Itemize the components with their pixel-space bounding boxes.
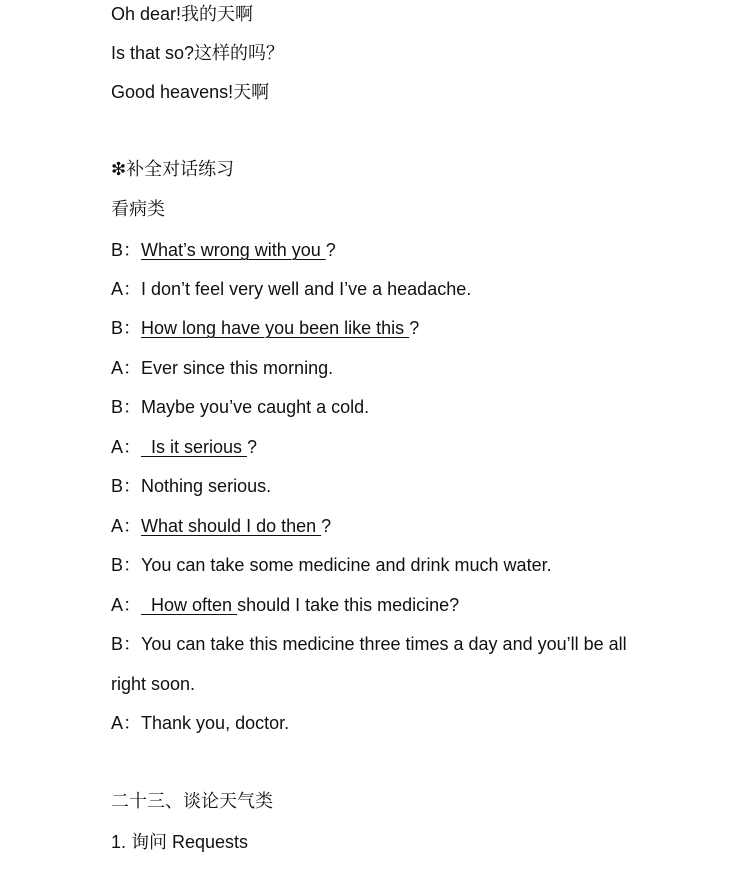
dialogue-line xyxy=(111,238,336,262)
speaker-label: B： xyxy=(111,476,142,496)
line-end: ? xyxy=(321,516,332,536)
speaker-label: A： xyxy=(111,595,142,615)
answer-blank: Is it serious xyxy=(141,437,248,457)
line-text: You can take this medicine three times a day and you’ll be all xyxy=(141,634,627,654)
speaker-label: B： xyxy=(111,318,142,338)
line-text: You can take some medicine and drink much water. xyxy=(141,555,552,575)
dialogue-line xyxy=(111,356,333,380)
next-section-heading: 二十三、谈论天气类 xyxy=(111,791,273,812)
speaker-label: B： xyxy=(111,555,142,575)
line-text: I don’t feel very well and I’ve a headache. xyxy=(141,279,472,299)
dialogue-line xyxy=(111,474,271,498)
line-end: ? xyxy=(325,240,336,260)
phrase-line: Is that so?这样的吗？ xyxy=(111,43,285,63)
line-text: Ever since this morning. xyxy=(141,358,334,378)
line-end: ? xyxy=(409,318,420,338)
speaker-label: B： xyxy=(111,397,142,417)
dialogue-line xyxy=(111,277,471,301)
dialogue-line xyxy=(111,395,369,419)
speaker-label: A： xyxy=(111,358,142,378)
answer-blank: How long have you been like this xyxy=(141,318,410,338)
speaker-label: A： xyxy=(111,437,142,457)
phrase-line: Oh dear!我的天啊 xyxy=(111,4,254,24)
speaker-label: B： xyxy=(111,634,142,654)
dialogue-line xyxy=(111,553,552,577)
section-heading: ❇补全对话练习 xyxy=(111,159,235,180)
line-text: Maybe you’ve caught a cold. xyxy=(141,397,370,417)
dialogue-line xyxy=(111,435,257,459)
speaker-label: B： xyxy=(111,240,142,260)
line-end: ? xyxy=(247,437,258,457)
section-subheading: 看病类 xyxy=(111,199,165,220)
dialogue-line xyxy=(111,711,289,735)
answer-blank: What’s wrong with you xyxy=(141,240,326,260)
line-end: should I take this medicine? xyxy=(237,595,460,615)
line-text: Nothing serious. xyxy=(141,476,272,496)
dialogue-line xyxy=(111,593,459,617)
speaker-label: A： xyxy=(111,713,142,733)
next-section-item: 1. 询问 Requests xyxy=(111,832,249,852)
line-text: right soon. xyxy=(111,674,196,694)
line-text: Thank you, doctor. xyxy=(141,713,290,733)
speaker-label: A： xyxy=(111,279,142,299)
dialogue-line xyxy=(111,514,331,538)
answer-blank: How often xyxy=(141,595,238,615)
phrase-line: Good heavens!天啊 xyxy=(111,82,270,102)
dialogue-line xyxy=(111,632,627,656)
dialogue-line xyxy=(111,316,419,340)
speaker-label: A： xyxy=(111,516,142,536)
answer-blank: What should I do then xyxy=(141,516,322,536)
dialogue-line-continued xyxy=(111,672,195,696)
